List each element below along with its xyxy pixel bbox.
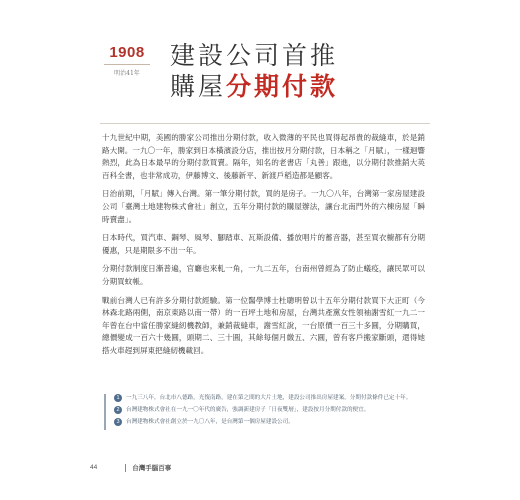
paragraph: 日治前期，「月賦」傳入台灣。第一筆分期付款，買的是房子。一九〇八年，台灣第一家房屋建設公司「臺灣土地建物株式會社」創立，五年分期付款的購屋辦法，讓台北南門外的六棟房屋「瞬時賣盡」。 xyxy=(102,189,425,224)
page-footer xyxy=(90,463,430,472)
page-number: 44 xyxy=(90,464,98,471)
footer-divider xyxy=(125,464,126,472)
note-number-badge: 1 xyxy=(114,394,122,402)
note-number-badge: 3 xyxy=(114,418,122,426)
title-line-2 xyxy=(170,71,338,102)
caption-notes xyxy=(104,394,436,430)
title-divider xyxy=(100,123,430,124)
paragraph: 十九世紀中期，美國的勝家公司推出分期付款，收入微薄的平民也買得起昂貴的裁縫車，於是銷路大開。一九〇一年，勝家到日本橫濱設分店，推出按月分期付款，日本稱之「月賦」，一樣迴響熱烈，此為日本最早的分期付款買賣。隔年，知名的老書店「丸善」跟進，以分期付款推銷大英百科全書，也非常成功，伊藤博文、後藤新平、新渡戶稻造都是顧客。 xyxy=(102,133,425,180)
year-divider xyxy=(104,64,150,65)
article-body xyxy=(102,132,425,364)
title-highlight: 分期付款 xyxy=(226,72,339,101)
book-title: 台灣手腦百事 xyxy=(132,464,172,472)
title-line-2-prefix: 購屋 xyxy=(170,72,227,101)
note-text: 一九三八年，台北市八德路，光復南路，建在第之間的大片土地，建設公司推出房屋建案，分期付款條件已定十年。 xyxy=(126,395,412,401)
note-item xyxy=(114,394,436,403)
page-title xyxy=(170,40,338,102)
paragraph: 戰前台灣人已有許多分期付款經驗。第一位醫學博士杜聰明曾以十五年分期付款買下大正町（今林森北路兩側，南京東路以南一帶）的一百坪土地和房屋，台灣共產黨女性領袖謝雪紅一九二一年曾在台中當任勝家縫紉機教師，兼銷裁縫車，謝雪紅說，一台原價一百三十多圓，分期購買，總價變成一百六十幾圓，頭期二、三十圓，其餘每個月繳五、六圓，曾有客戶搬家斷頭，還得她搭火車趕到屏東把縫紉機載回。 xyxy=(102,295,425,355)
note-text: 台灣建物株式會社創立於一九〇八年，是台灣第一個房屋建設公司。 xyxy=(126,419,294,425)
title-line-1: 建設公司首推 xyxy=(170,41,339,70)
year-block xyxy=(100,44,154,77)
era-label: 明治41年 xyxy=(114,70,140,77)
note-item xyxy=(114,406,436,415)
paragraph: 日本時代，買汽車、鋼琴、風琴、腳踏車、瓦斯設備、播放唱片的蓄音器，甚至買衣櫥都有分期優惠，只是期限多不出一年。 xyxy=(102,233,425,255)
note-text: 台灣建物株式會社在一九一〇年代的廣告，強調新建房子「日夜雙層」，建設按月分期付款的便宜。 xyxy=(126,407,370,413)
note-item xyxy=(114,418,436,427)
note-number-badge: 2 xyxy=(114,406,122,414)
year-label: 1908 xyxy=(109,44,145,61)
paragraph: 分期付款制度日漸普遍，官廳也來軋一角，一九二五年，台南州曾經為了防止蟻疫，讓民眾可以分期買蚊帳。 xyxy=(102,264,425,286)
